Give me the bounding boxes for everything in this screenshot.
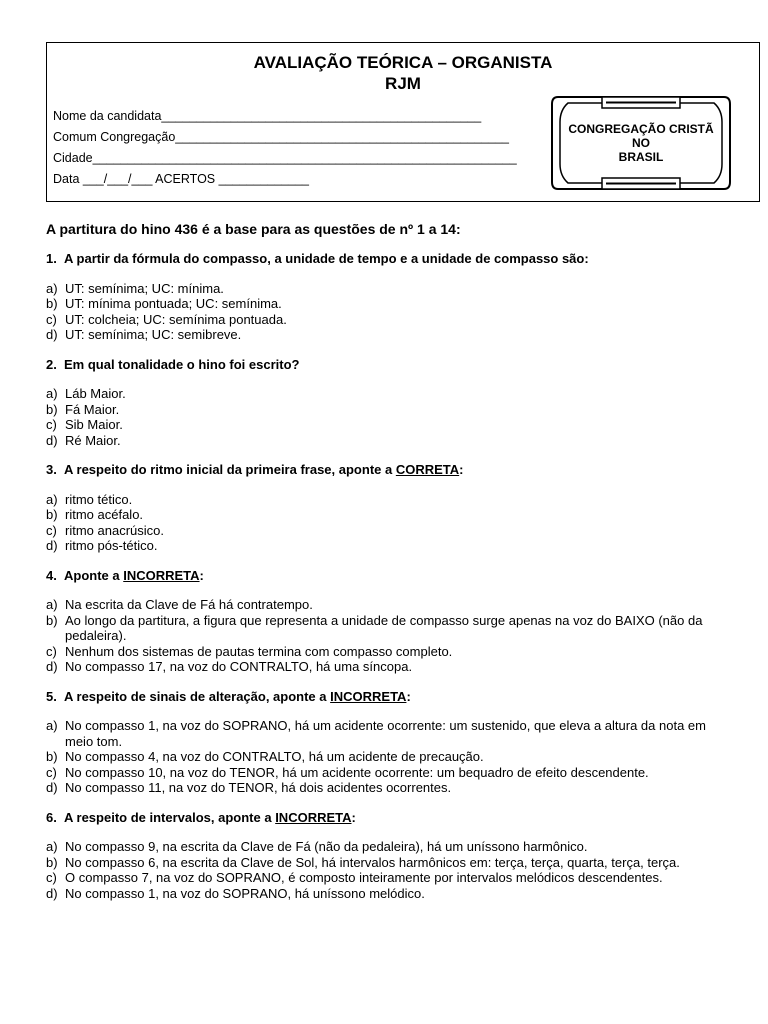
option-text: Sib Maior. [65,417,123,432]
ccb-logo [550,96,732,190]
question-5 [46,689,726,796]
answer-option [46,659,726,675]
option-text: ritmo tético. [65,491,133,507]
answer-options [46,839,726,901]
question-emphasis: INCORRETA [275,809,352,825]
option-text: ritmo pós-tético. [65,538,158,553]
option-text: UT: semínima; UC: mínima. [65,280,224,296]
question-text: A respeito do ritmo inicial da primeira frase, aponte a [64,462,396,477]
option-letter: a) [46,839,58,854]
option-letter: d) [46,327,58,342]
question-text: A partir da fórmula do compasso, a unidade de tempo e a unidade de compasso são: [64,251,589,266]
question-3 [46,462,726,554]
header-box [46,42,760,202]
answer-option [46,417,726,433]
logo-line-2: NO [632,136,650,150]
answer-option [46,402,726,418]
option-letter: c) [46,311,57,327]
question-text-end: : [406,688,411,704]
question-2 [46,357,726,449]
answer-option [46,312,726,328]
question-title [46,251,726,267]
document-title [47,52,759,94]
option-text: UT: semínima; UC: semibreve. [65,327,242,342]
date-score-field[interactable]: Data ___/___/___ ACERTOS _____________ [53,172,309,186]
question-text-end: : [351,809,356,825]
option-text: No compasso 1, na voz do SOPRANO, há uníssono melódico. [65,885,425,901]
answer-option [46,870,726,886]
option-letter: c) [46,643,57,659]
answer-option [46,765,726,781]
option-text: Ré Maior. [65,432,121,448]
answer-option [46,507,726,523]
option-letter: b) [46,854,58,870]
question-title [46,357,726,373]
option-letter: a) [46,280,58,296]
option-text: Nenhum dos sistemas de pautas termina com compasso completo. [65,643,453,659]
option-text: Ao longo da partitura, a figura que representa a unidade de compasso surge apenas na voz do BAIXO (não da pedaleira). [65,612,703,643]
answer-option [46,386,726,402]
name-field[interactable]: Nome da candidata______________________________________________ [53,109,482,123]
question-emphasis: INCORRETA [330,688,407,704]
answer-option [46,855,726,871]
option-text: ritmo anacrúsico. [65,522,164,538]
question-list [46,251,726,901]
option-text: No compasso 17, na voz do CONTRALTO, há uma síncopa. [65,659,413,674]
option-letter: d) [46,432,58,448]
option-letter: d) [46,659,58,674]
answer-option [46,327,726,343]
answer-option [46,644,726,660]
option-letter: c) [46,870,57,885]
answer-options [46,597,726,675]
option-text: UT: mínima pontuada; UC: semínima. [65,296,282,311]
answer-option [46,281,726,297]
intro-text: A partitura do hino 436 é a base para as questões de nº 1 a 14: [46,221,461,237]
option-text: O compasso 7, na voz do SOPRANO, é composto inteiramente por intervalos melódicos descendentes. [65,870,663,885]
question-number: 4. [46,567,57,583]
question-text: A respeito de intervalos, aponte a [64,809,276,825]
option-text: No compasso 6, na escrita da Clave de Sol, há intervalos harmônicos em: terça, terça, quarta, terça, terça. [65,854,680,870]
option-letter: d) [46,885,58,901]
title-line-2: RJM [385,74,421,93]
logo-line-1: CONGREGAÇÃO CRISTÃ [568,122,714,136]
question-text-end: : [459,462,464,477]
exam-content [46,221,726,915]
answer-option [46,886,726,902]
option-text: Láb Maior. [65,386,126,401]
option-letter: b) [46,507,58,522]
option-text: No compasso 9, na escrita da Clave de Fá (não da pedaleira), há um uníssono harmônico. [65,839,588,854]
answer-option [46,718,726,749]
option-letter: d) [46,538,58,553]
option-letter: b) [46,749,58,764]
answer-options [46,492,726,554]
question-title [46,462,726,478]
option-text: No compasso 11, na voz do TENOR, há dois acidentes ocorrentes. [65,780,452,795]
question-1 [46,251,726,343]
question-number: 5. [46,688,57,704]
question-emphasis: CORRETA [395,462,460,477]
option-letter: c) [46,522,57,538]
question-number: 2. [46,356,57,372]
question-6 [46,810,726,902]
question-emphasis: INCORRETA [123,567,200,583]
option-text: No compasso 10, na voz do TENOR, há um acidente ocorrente: um bequadro de efeito descendente. [65,764,649,780]
answer-option [46,538,726,554]
question-4 [46,568,726,675]
answer-option [46,780,726,796]
answer-options [46,281,726,343]
option-text: UT: colcheia; UC: semínima pontuada. [65,311,287,327]
question-text-end: : [199,567,204,583]
option-letter: c) [46,764,57,780]
answer-options [46,386,726,448]
answer-options [46,718,726,796]
option-letter: c) [46,417,57,432]
option-letter: b) [46,296,58,311]
logo-text [550,122,732,164]
city-field[interactable]: Cidade_____________________________________________________________ [53,151,517,165]
option-letter: a) [46,718,58,733]
option-letter: a) [46,597,58,612]
option-letter: b) [46,401,58,417]
answer-option [46,296,726,312]
answer-option [46,839,726,855]
option-text: No compasso 4, na voz do CONTRALTO, há um acidente de precaução. [65,749,484,764]
logo-line-3: BRASIL [618,150,664,164]
option-letter: d) [46,780,58,795]
congregation-field[interactable]: Comum Congregação________________________________________________ [53,130,509,144]
answer-option [46,523,726,539]
answer-option [46,492,726,508]
answer-option [46,433,726,449]
question-number: 1. [46,251,57,266]
question-text: Em qual tonalidade o hino foi escrito? [64,356,300,372]
question-number: 3. [46,462,57,477]
question-text: A respeito de sinais de alteração, aponte a [64,688,331,704]
title-line-1: AVALIAÇÃO TEÓRICA – ORGANISTA [253,53,553,72]
option-letter: a) [46,386,58,401]
option-letter: b) [46,612,58,628]
answer-option [46,597,726,613]
question-number: 6. [46,809,57,825]
option-letter: a) [46,491,58,507]
question-text: Aponte a [64,567,124,583]
option-text: Na escrita da Clave de Fá há contratempo. [65,597,313,612]
option-text: Fá Maior. [65,401,120,417]
answer-option [46,749,726,765]
question-title [46,810,726,826]
question-title [46,689,726,705]
option-text: ritmo acéfalo. [65,507,144,522]
option-text: No compasso 1, na voz do SOPRANO, há um acidente ocorrente: um sustenido, que eleva a altura da nota em meio tom. [65,718,706,749]
answer-option [46,613,726,644]
question-title [46,568,726,584]
